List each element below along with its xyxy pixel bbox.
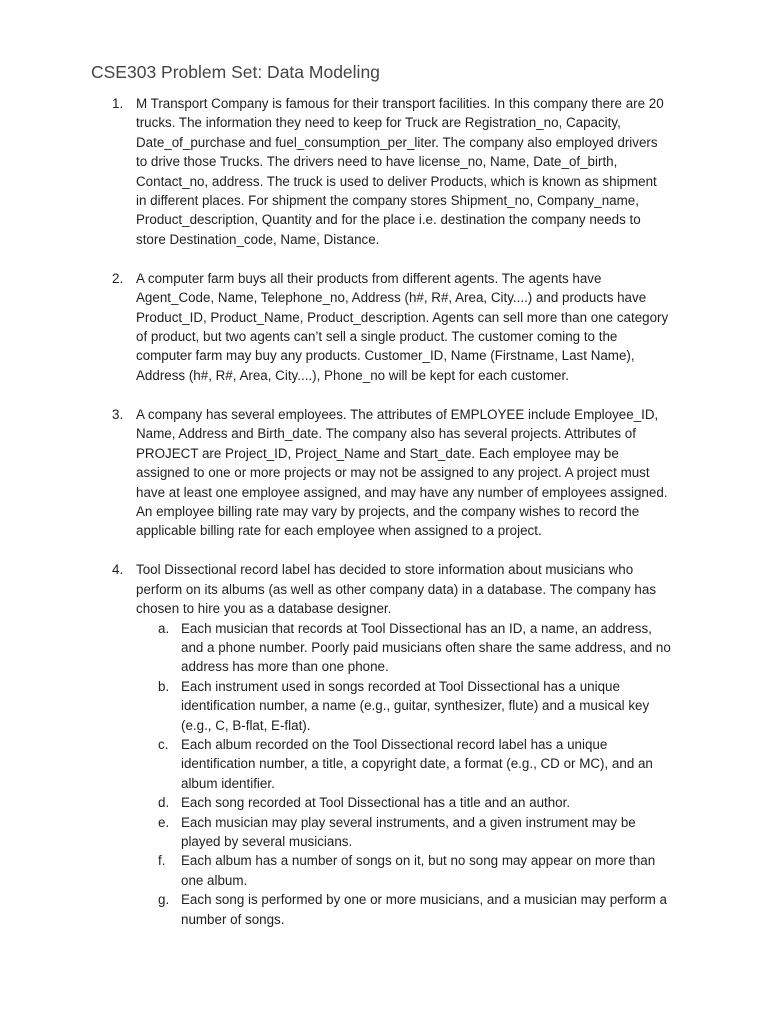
page-title: CSE303 Problem Set: Data Modeling	[91, 62, 380, 82]
subitem-letter: g.	[158, 892, 170, 908]
problem-list	[0, 94, 768, 949]
subitem-text: Each musician that records at Tool Dissectional has an ID, a name, an address, and a phone number. Poorly paid musicians often share the same address, and no address has more than one phone.	[181, 620, 671, 675]
subitem-b	[136, 677, 671, 735]
problem-item-2	[0, 269, 670, 385]
subitem-text: Each song is performed by one or more musicians, and a musician may perform a number of songs.	[181, 892, 667, 927]
problem-number: 3.	[112, 406, 124, 422]
subitem-letter: e.	[158, 814, 170, 830]
subitem-c	[136, 735, 671, 793]
subitem-a	[136, 619, 671, 677]
problem-text: A company has several employees. The attributes of EMPLOYEE include Employee_ID, Name, Address and Birth_date. The company also has several projects. Attributes of PROJECT are Project_ID, Project_Name and Start_date. Each employee may be assigned to one or more projects or may not be assigned to any project. A project must have at least one employee assigned, and may have any number of employees assigned. An employee billing rate may vary by projects, and the company wishes to record the applicable billing rate for each employee when assigned to a project.	[136, 406, 668, 539]
subitem-text: Each instrument used in songs recorded at Tool Dissectional has a unique identification number, a name (e.g., guitar, synthesizer, flute) and a musical key (e.g., C, B-flat, E-flat).	[181, 678, 650, 733]
problem-text: A computer farm buys all their products from different agents. The agents have Agent_Code, Name, Telephone_no, Address (h#, R#, Area, City....) and products have Product_ID, Product_Name, Product_description. Agents can sell more than one category of product, but two agents can’t sell a single product. The customer coming to the computer farm may buy any products. Customer_ID, Name (Firstname, Last Name), Address (h#, R#, Area, City....), Phone_no will be kept for each customer.	[136, 270, 669, 383]
subitem-letter: f.	[158, 853, 166, 869]
subitem-e	[136, 813, 671, 852]
problem-item-1	[0, 94, 670, 249]
subitem-letter: d.	[158, 795, 170, 811]
subitem-letter: b.	[158, 678, 170, 694]
subitem-text: Each album has a number of songs on it, but no song may appear on more than one album.	[181, 853, 656, 888]
subitem-letter: a.	[158, 620, 170, 636]
problem-text: Tool Dissectional record label has decided to store information about musicians who perform on its albums (as well as other company data) in a database. The company has chosen to hire you as a database designer.	[136, 562, 657, 617]
problem-number: 1.	[112, 96, 124, 111]
subitem-text: Each song recorded at Tool Dissectional has a title and an author.	[181, 795, 571, 811]
problem-item-4	[0, 560, 670, 929]
subitem-text: Each album recorded on the Tool Dissectional record label has a unique identification number, a title, a copyright date, a format (e.g., CD or MC), and an album identifier.	[181, 736, 653, 791]
subitem-d	[136, 793, 671, 812]
subitem-list	[136, 619, 670, 930]
subitem-g	[136, 890, 671, 929]
problem-text: M Transport Company is famous for their transport facilities. In this company there are 20 trucks. The information they need to keep for Truck are Registration_no, Capacity, Date_of_purchase and fuel_consumption_per_liter. The company also employed drivers to drive those Trucks. The drivers need to have license_no, Name, Date_of_birth, Contact_no, address. The truck is used to deliver Products, which is known as shipment in different places. For shipment the company stores Shipment_no, Company_name, Product_description, Quantity and for the place i.e. destination the company needs to store Destination_code, Name, Distance.	[136, 96, 664, 247]
subitem-letter: c.	[158, 736, 169, 752]
subitem-text: Each musician may play several instruments, and a given instrument may be played by several musicians.	[181, 814, 636, 849]
problem-number: 2.	[112, 270, 124, 286]
problem-number: 4.	[112, 562, 124, 578]
problem-item-3	[0, 405, 670, 541]
subitem-f	[136, 851, 671, 890]
